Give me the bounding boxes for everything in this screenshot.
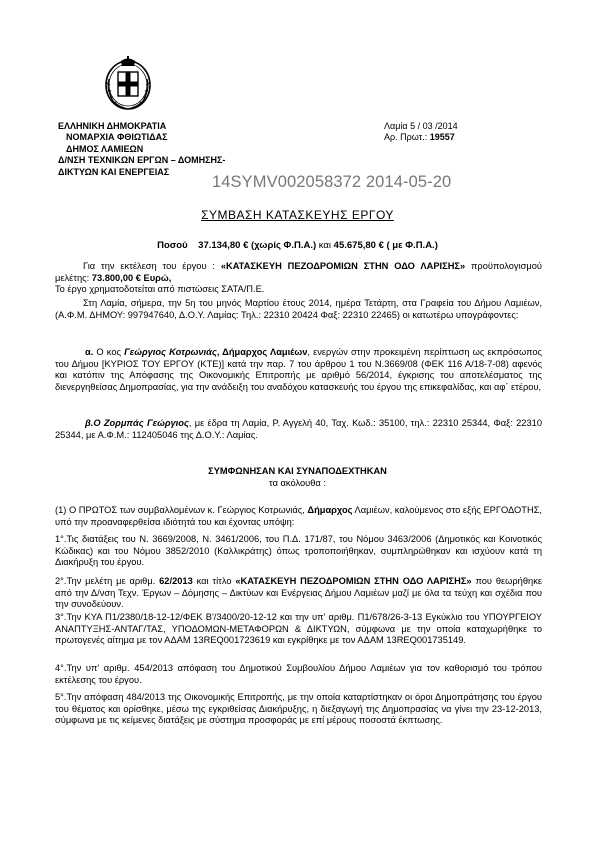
party-a-paragraph xyxy=(55,347,542,393)
funding-line: Το έργο χρηματοδοτείται από πιστώσεις ΣΑΤΑ/Π.Ε. xyxy=(55,284,265,295)
party-b-name: β.Ο Ζορμπάς Γεώργιος xyxy=(85,418,189,428)
party-a-pre: Ο κος xyxy=(93,347,125,357)
contract-amount xyxy=(0,240,595,252)
issuer-line-1: ΕΛΛΗΝΙΚΗ ΔΗΜΟΚΡΑΤΙΑ xyxy=(58,121,167,131)
party-a-role: , Δήμαρχος Λαμιέων xyxy=(216,347,308,357)
item-2-number: 62/2013 xyxy=(159,576,193,586)
issuer-line-4: Δ/ΝΣΗ ΤΕΧΝΙΚΩΝ ΕΡΓΩΝ – ΔΟΜΗΣΗΣ- xyxy=(58,155,226,166)
issuer-block xyxy=(58,121,225,178)
item-4-text: 4°.Την υπ' αριθμ. 454/2013 απόφαση του Δημοτικού Συμβουλίου Δήμου Λαμιέων για τον καθορισμό του τρόπου εκτέλεσης του έργου. xyxy=(55,663,542,685)
party-a-marker: α. xyxy=(85,347,94,357)
protocol-line xyxy=(384,132,458,143)
item-3 xyxy=(55,612,542,647)
party-a-text: , ενεργών στην προκειμένη περίπτωση ως εκπρόσωπος του Δήμου [ΚΥΡΙΟΣ ΤΟΥ ΕΡΓΟΥ (ΚΤΕ)] κατά την παρ. 7 του άρθρου 1 του Ν.3669/08 (ΦΕΚ 116 Α/18-7-08) αφενός και κατόπιν της Απόφασης της Οικονομικής Επιτροπής με αριθμό 56/2014, έγκρισης του αποτελέσματος της διενεργηθείσας Δημοπρασίας, για την ανάδειξη του αναδόχου κατασκευής του έργου της επικεφαλίδας, και αφ΄ ετέρου, xyxy=(55,347,542,392)
document-title: ΣΥΜΒΑΣΗ ΚΑΤΑΣΚΕΥΗΣ ΕΡΓΟΥ xyxy=(201,208,394,222)
date-protocol-block xyxy=(384,121,458,144)
amount-gross: 45.675,80 € ( με Φ.Π.Α.) xyxy=(333,240,438,251)
place-date-text: Στη Λαμία, σήμερα, την 5η του μηνός Μαρτίου έτους 2014, ημέρα Τετάρτη, στα Γραφεία του Δήμου Λαμιέων, (Α.Φ.Μ. ΔΗΜΟΥ: 997947640, Δ.Ο.Υ. Λαμίας: Τηλ.: 22310 20424 Φαξ: 22310 22465) οι κατωτέρω υπογράφοντες: xyxy=(55,298,542,320)
agreed-sub: τα ακόλουθα : xyxy=(269,478,326,488)
clause-1-post: Λαμιέων, καλούμενος στο εξής ΕΡΓΟΔΟΤΗΣ, υπό την προαναφερθείσα ιδιότητά του και έχοντας υπόψη: xyxy=(55,505,542,527)
party-b-paragraph xyxy=(55,418,542,441)
item-2-title: «ΚΑΤΑΣΚΕΥΗ ΠΕΖΟΔΡΟΜΙΩΝ ΣΤΗΝ ΟΔΟ ΛΑΡΙΣΗΣ» xyxy=(235,576,472,586)
clause-1 xyxy=(55,505,542,528)
agreed-heading: ΣΥΜΦΩΝΗΣΑΝ ΚΑΙ ΣΥΝΑΠΟΔΕΧΤΗΚΑΝ xyxy=(208,466,387,476)
party-a-name: Γεώργιος Κοτρωνιάς xyxy=(124,347,217,357)
amount-net: 37.134,80 € (χωρίς Φ.Π.Α.) xyxy=(198,240,317,251)
party-b-text: , με έδρα τη Λαμία, Ρ. Αγγελή 40, Ταχ. Κωδ.: 35100, τηλ.: 22310 25344, Φαξ: 22310 25344, με Α.Φ.Μ.: 112405046 της Δ.Ο.Υ.: Λαμίας. xyxy=(55,418,542,440)
project-title: «ΚΑΤΑΣΚΕΥΗ ΠΕΖΟΔΡΟΜΙΩΝ ΣΤΗΝ ΟΔΟ ΛΑΡΙΣΗΣ» xyxy=(220,261,466,271)
item-2-post: που θεωρήθηκε από την Δ/νση Τεχν. Έργων – Δόμησης – Δικτύων και Ενέργειας Δήμου Λαμιέων μαζί με όλα τα τεύχη και σχέδια που την συνοδεύουν. xyxy=(55,576,542,610)
greek-coat-of-arms-icon xyxy=(103,55,153,111)
intro-pre: Για την εκτέλεση του έργου : xyxy=(83,261,221,271)
ada-identifier: 14SYMV002058372 2014-05-20 xyxy=(212,173,452,191)
clause-1-role: Δήμαρχος xyxy=(307,505,353,515)
budget-amount: 73.800,00 € Ευρώ, xyxy=(91,272,172,283)
item-1 xyxy=(55,534,542,569)
protocol-number: 19557 xyxy=(429,132,455,143)
protocol-label: Αρ. Πρωτ.: xyxy=(384,132,430,143)
budget-pre: προϋπολογισμού μελέτης: xyxy=(55,261,542,283)
issuer-line-5: ΔΙΚΤΥΩΝ ΚΑΙ ΕΝΕΡΓΕΙΑΣ xyxy=(58,166,170,177)
item-1-text: 1°.Τις διατάξεις του Ν. 3669/2008, Ν. 3461/2006, του Π.Δ. 171/87, του Νόμου 3463/2006 (Δημοτικός και Κοινοτικός Κώδικας) και του Νόμου 3852/2010 (Καλλικράτης) όπως τροποποιήθηκαν, συμπληρώθηκαν και ισχύουν κατά τη Διακήρυξη του έργου. xyxy=(55,534,542,568)
document-date: Λαμία 5 / 03 /2014 xyxy=(384,121,458,131)
clause-1-pre: (1) Ο ΠΡΩΤΟΣ των συμβαλλομένων κ. Γεώργιος Κοτρωνιάς, xyxy=(55,505,308,515)
item-3-text: 3°.Την ΚΥΑ Π1/2380/18-12-12/ΦΕΚ Β'/3400/20-12-12 και την υπ' αριθμ. Π1/678/26-3-13 Εγκύκλιο του ΥΠΟΥΡΓΕΙΟΥ ΑΝΑΠΤΥΞΗΣ-ΑΝΤΑΓ/ΤΑΣ, ΥΠΟΔΟΜΩΝ-ΜΕΤΑΦΟΡΩΝ & ΔΙΚΤΥΩΝ, σύμφωνα με την οποία καταχωρήθηκε το πρωτογενές αίτημα με τον ΑΔΑΜ 13REQ001723619 και εγκρίθηκε με τον ΑΔΑΜ 13REQ001735149. xyxy=(55,612,542,646)
amount-and: και xyxy=(316,240,334,251)
item-2 xyxy=(55,576,542,611)
intro-paragraph xyxy=(55,261,542,296)
item-4 xyxy=(55,663,542,686)
item-5 xyxy=(55,692,542,727)
place-date-paragraph xyxy=(55,298,542,321)
item-2-pre: 2°.Την μελέτη με αριθμ. xyxy=(55,576,160,586)
issuer-line-3: ΔΗΜΟΣ ΛΑΜΙΕΩΝ xyxy=(66,143,144,154)
issuer-line-2: ΝΟΜΑΡΧΙΑ ΦΘΙΩΤΙΔΑΣ xyxy=(66,132,168,143)
item-2-mid: και τίτλο xyxy=(192,576,236,586)
amount-label: Ποσού xyxy=(157,240,188,251)
item-5-text: 5°.Την απόφαση 484/2013 της Οικονομικής Επιτροπής, με την οποία καταρτίστηκαν οι όροι Δημοπράτησης του έργου του θέματος και ορίσθηκε, μέσω της εγκριθείσας Διακήρυξης, η διεξαγωγή της Δημοπρασίας να γίνει την 23-12-2013, σύμφωνα με τις κείμενες διατάξεις με σύστημα προσφοράς με επί μέρους ποσοστά έκπτωσης. xyxy=(55,692,542,726)
